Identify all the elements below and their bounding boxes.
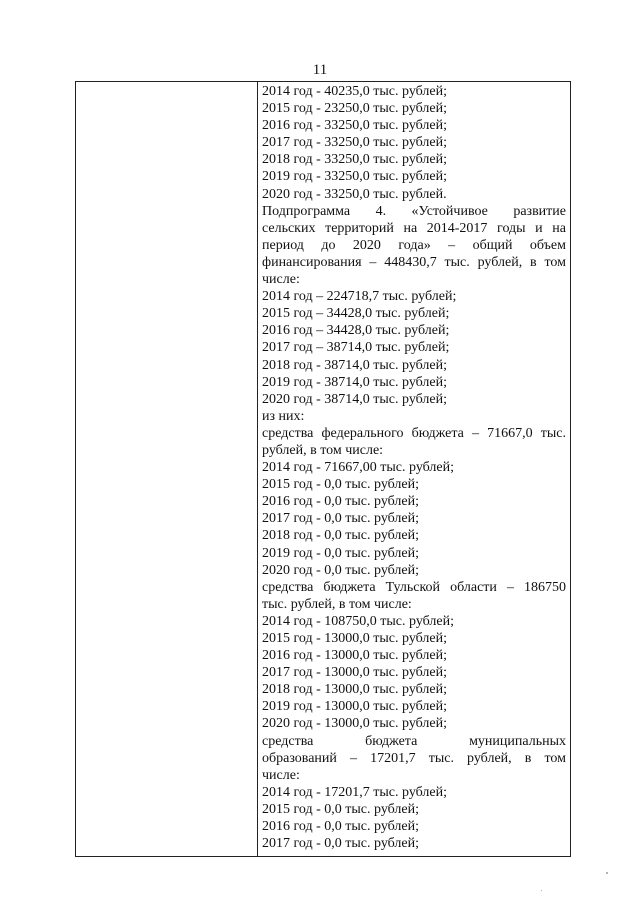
subprogram-4-paragraph — [262, 203, 566, 288]
funding-line: 2014 год - 40235,0 тыс. рублей; — [262, 84, 448, 99]
regional-line: средства бюджета Тульской области – 186750 — [262, 579, 566, 595]
funding-line: 2017 год – 38714,0 тыс. рублей; — [262, 340, 450, 356]
funding-line: из них: — [262, 408, 305, 424]
municipal-line: образований – 17201,7 тыс. рублей, в том — [262, 750, 566, 766]
subprogram-line: период до 2020 года» – общий объем — [262, 237, 566, 253]
subprogram-line: Подпрограмма 4. «Устойчивое развитие — [262, 203, 566, 219]
funding-line: 2018 год - 13000,0 тыс. рублей; — [262, 682, 448, 698]
scan-speck — [541, 890, 542, 891]
page-number: 11 — [312, 62, 328, 78]
federal-line: рублей, в том числе: — [262, 442, 384, 458]
regional-line: тыс. рублей, в том числе: — [262, 596, 412, 612]
funding-line: 2015 год – 34428,0 тыс. рублей; — [262, 306, 450, 322]
funding-line: 2016 год - 0,0 тыс. рублей; — [262, 494, 420, 510]
program-funding-table — [75, 81, 571, 857]
funding-line: 2018 год - 38714,0 тыс. рублей; — [262, 357, 448, 373]
funding-line: 2014 год - 71667,00 тыс. рублей; — [262, 460, 455, 476]
funding-line: 2015 год - 0,0 тыс. рублей; — [262, 801, 420, 817]
funding-line: 2020 год - 0,0 тыс. рублей; — [262, 562, 420, 578]
funding-line: 2020 год - 33250,0 тыс. рублей. — [262, 186, 447, 202]
subprogram-line: числе: — [262, 272, 300, 288]
municipal-line: средства бюджета муниципальных — [262, 733, 566, 749]
subprogram-line: финансирования – 448430,7 тыс. рублей, в том — [262, 254, 566, 270]
funding-line: 2015 год - 23250,0 тыс. рублей; — [262, 101, 448, 117]
funding-line: 2014 год – 224718,7 тыс. рублей; — [262, 289, 457, 305]
funding-line: 2020 год - 13000,0 тыс. рублей; — [262, 716, 448, 732]
municipal-budget-paragraph — [262, 733, 566, 784]
funding-line: 2019 год - 13000,0 тыс. рублей; — [262, 699, 448, 715]
funding-line: 2015 год - 13000,0 тыс. рублей; — [262, 631, 448, 646]
regional-budget-paragraph — [262, 579, 566, 613]
funding-line: 2019 год - 0,0 тыс. рублей; — [262, 545, 420, 561]
funding-line: 2019 год - 38714,0 тыс. рублей; — [262, 374, 448, 390]
funding-line: 2016 год - 13000,0 тыс. рублей; — [262, 648, 448, 664]
funding-line: 2017 год - 13000,0 тыс. рублей; — [262, 665, 448, 681]
federal-line: средства федерального бюджета – 71667,0 тыс. — [262, 425, 566, 441]
scan-speck — [606, 872, 608, 874]
funding-line: 2016 год – 34428,0 тыс. рублей; — [262, 323, 450, 339]
funding-line: 2014 год - 108750,0 тыс. рублей; — [262, 613, 455, 629]
funding-line: 2015 год - 0,0 тыс. рублей; — [262, 477, 420, 493]
left-column-cell — [76, 82, 258, 857]
funding-line: 2016 год - 0,0 тыс. рублей; — [262, 819, 420, 835]
funding-line: 2017 год - 0,0 тыс. рублей; — [262, 836, 420, 852]
funding-line: 2018 год - 0,0 тыс. рублей; — [262, 528, 420, 544]
funding-line: 2020 год - 38714,0 тыс. рублей; — [262, 391, 448, 407]
funding-line: 2019 год - 33250,0 тыс. рублей; — [262, 169, 448, 185]
funding-line: 2014 год - 17201,7 тыс. рублей; — [262, 784, 448, 800]
funding-text — [262, 82, 566, 852]
funding-line: 2017 год - 33250,0 тыс. рублей; — [262, 135, 448, 151]
federal-budget-paragraph — [262, 425, 566, 459]
funding-line: 2017 год - 0,0 тыс. рублей; — [262, 511, 420, 527]
subprogram-line: сельских территорий на 2014-2017 годы и на — [262, 220, 566, 236]
municipal-line: числе: — [262, 767, 300, 783]
funding-line: 2016 год - 33250,0 тыс. рублей; — [262, 118, 448, 134]
funding-line: 2018 год - 33250,0 тыс. рублей; — [262, 152, 448, 168]
right-column-cell — [258, 82, 571, 857]
table-row — [76, 82, 571, 857]
